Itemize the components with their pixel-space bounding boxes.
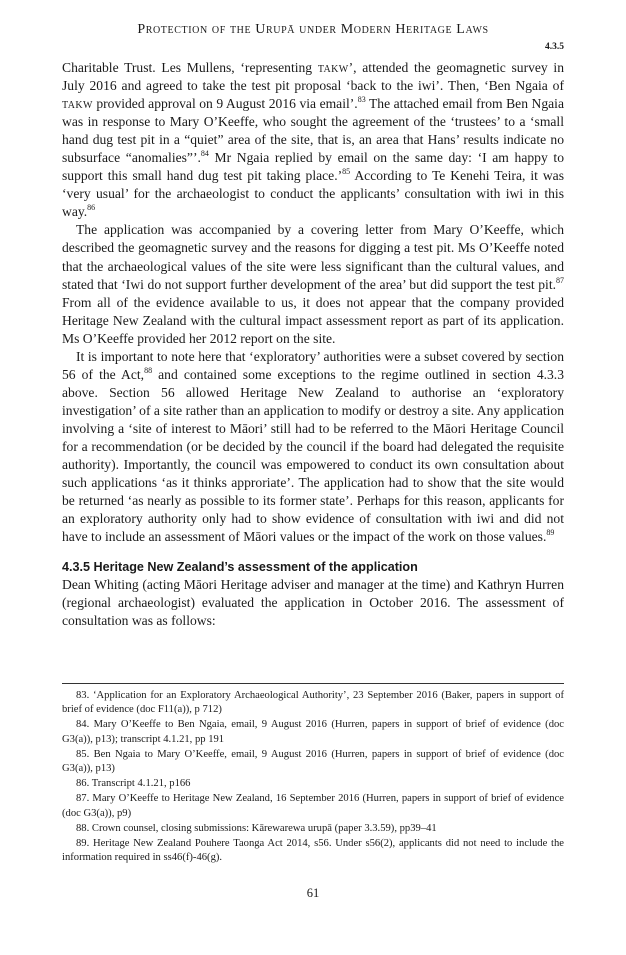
footnote-88: 88. Crown counsel, closing submissions: Kārewarewa urupā (paper 3.3.59), pp39–41: [76, 822, 437, 834]
text-run: provided approval on 9 August 2016 via email’.: [92, 96, 358, 112]
paragraph-1: [62, 59, 564, 221]
footnote-ref-85[interactable]: 85: [342, 167, 351, 177]
text-run: Charitable Trust. Les Mullens, ‘representing: [62, 60, 318, 75]
text-run: The application was accompanied by a covering letter from Mary O’Keeffe, which described the geomagnetic survey and the reasons for digging a test pit. Ms O’Keeffe noted that the archaeological values of the site were less significant than the cultural values, and stated that ‘Iwi do not support further development of the area’ but did support the test pit.: [62, 222, 564, 292]
acronym-takw: takw: [62, 96, 93, 112]
text-run: Mr Ngaia replied by email on the same day: ‘I am happy to support this small hand dug test pit taking place.’: [62, 150, 564, 184]
footnote-ref-88[interactable]: 88: [144, 365, 153, 375]
footnote-84: 84. Mary O’Keeffe to Ben Ngaia, email, 9 August 2016 (Hurren, papers in support of brief of evidence (doc G3(a)), p13); transcript 4.1.21, pp 191: [62, 719, 564, 745]
footnotes: [62, 689, 564, 866]
footnote-86: 86. Transcript 4.1.21, p166: [76, 778, 191, 790]
section-heading: 4.3.5 Heritage New Zealand’s assessment of the application: [62, 560, 418, 575]
page-number: 61: [306, 886, 320, 900]
footnote-89: 89. Heritage New Zealand Pouhere Taonga Act 2014, s56. Under s56(2), applicants did not need to include the information required in ss46(f)-46(g).: [62, 838, 564, 864]
paragraph-4: Dean Whiting (acting Māori Heritage adviser and manager at the time) and Kathryn Hurren (regional archaeologist) evaluated the application in October 2016. The assessment of consultation was as follows:: [62, 577, 564, 629]
footnote-87: 87. Mary O’Keeffe to Heritage New Zealand, 16 September 2016 (Hurren, papers in support of brief of evidence (doc G3(a)), p9): [62, 793, 564, 819]
text-run: ’, attended the geomagnetic survey in July 2016 and agreed to take the test pit proposal ‘back to the iwi’. Then, ‘Ben Ngaia of: [62, 60, 564, 94]
section-reference: 4.3.5: [545, 42, 564, 52]
spacer: [62, 546, 564, 558]
text-run: It is important to note here that ‘exploratory’ authorities were a subset covered by section 56 of the Act,: [62, 348, 564, 382]
footnote-ref-89[interactable]: 89: [546, 528, 555, 538]
running-title: Protection of the Urupā under Modern Heritage Laws: [137, 22, 489, 37]
paragraph-3: [62, 348, 564, 547]
footnote-ref-86[interactable]: 86: [87, 203, 96, 213]
footnote-divider: [62, 683, 564, 684]
text-run: According to Te Kenehi Teira, it was ‘very usual’ for the archaeologist to conduct the applicants’ consultation with iwi in this way.: [62, 168, 564, 220]
body-text: [62, 59, 564, 630]
footnote-ref-87[interactable]: 87: [556, 275, 564, 285]
text-run: The attached email from Ben Ngaia was in response to Mary O’Keeffe, who sought the agreement of the ‘trustees’ to a ‘small hand dug test pit in a “quiet” area of the site, that is, an area that Hans’ results indicate no subsurface “anomalies”’.: [62, 96, 564, 166]
acronym-takw: takw: [317, 60, 349, 75]
text-run: From all of the evidence available to us, it does not appear that the company provided Heritage New Zealand with the cultural impact assessment report as part of its application. Ms O’Keeffe provided her 2012 report on the site.: [62, 294, 564, 346]
footnote-85: 85. Ben Ngaia to Mary O’Keeffe, email, 9 August 2016 (Hurren, papers in support of brief of evidence (doc G3(a)), p13): [62, 748, 564, 775]
text-run: and contained some exceptions to the regime outlined in section 4.3.3 above. Section 56 allowed Heritage New Zealand to authorise an ‘exploratory investigation’ of a site rather than an application to modify or destroy a site. Any application involving a ‘site of interest to Māori’ still had to be referred to the Māori Heritage Council for a recommendation (or be decided by the council if the board had delegated the requisite authority). Importantly, the council was empowered to conduct its own consultation about such applications ‘as it thinks approriate’. The application had to show that the site would be returned ‘as nearly as possible to its former state’. Perhaps for this reason, applicants for an exploratory authority only had to show evidence of consultation with iwi and did not have to include an assessment of Māori values or the impact of the work on those values.: [62, 366, 565, 545]
footnote-ref-84[interactable]: 84: [200, 149, 209, 159]
footnote-ref-83[interactable]: 83: [357, 95, 366, 105]
footnote-83: 83. ‘Application for an Exploratory Archaeological Authority’, 23 September 2016 (Baker, papers in support of brief of evidence (doc F11(a)), p 712): [62, 690, 564, 716]
paragraph-2: [62, 221, 564, 347]
